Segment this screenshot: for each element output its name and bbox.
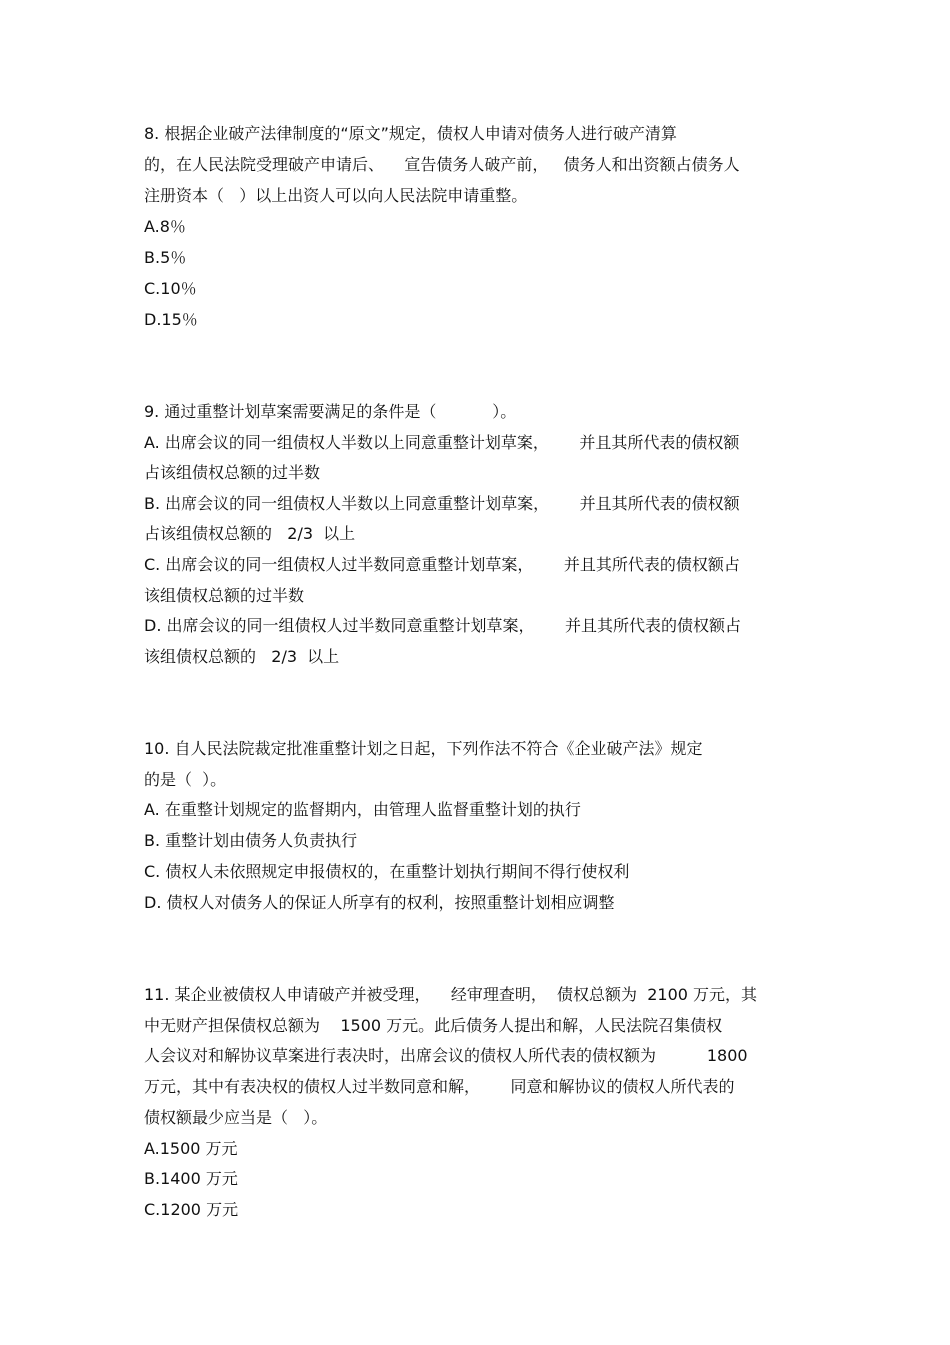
option-b: B.1400 万元	[144, 1169, 238, 1188]
option-c: C. 债权人未依照规定申报债权的，在重整计划执行期间不得行使权利	[144, 862, 630, 881]
question-stem-line: 的是（ ）。	[144, 770, 227, 789]
option-a-continued: 占该组债权总额的过半数	[144, 463, 321, 482]
question-stem-line: 中无财产担保债权总额为 1500 万元。此后债务人提出和解，人民法院召集债权	[144, 1016, 723, 1035]
option-a: A.8％	[144, 217, 186, 236]
option-d: D. 债权人对债务人的保证人所享有的权利，按照重整计划相应调整	[144, 893, 615, 912]
question-stem-line: 10. 自人民法院裁定批准重整计划之日起，下列作法不符合《企业破产法》规定	[144, 739, 703, 758]
option-b: B. 重整计划由债务人负责执行	[144, 831, 358, 850]
option-c: C. 出席会议的同一组债权人过半数同意重整计划草案， 并且其所代表的债权额占	[144, 555, 740, 574]
question-stem-line: 8. 根据企业破产法律制度的“原文”规定，债权人申请对债务人进行破产清算	[144, 124, 677, 143]
question-stem-line: 的，在人民法院受理破产申请后、 宣告债务人破产前， 债务人和出资额占债务人	[144, 155, 740, 174]
option-a: A. 出席会议的同一组债权人半数以上同意重整计划草案， 并且其所代表的债权额	[144, 433, 740, 452]
option-c-continued: 该组债权总额的过半数	[144, 586, 305, 605]
option-b-continued: 占该组债权总额的 2/3 以上	[144, 524, 356, 543]
option-d: D.15％	[144, 310, 198, 329]
option-a: A.1500 万元	[144, 1139, 238, 1158]
option-d-continued: 该组债权总额的 2/3 以上	[144, 647, 340, 666]
option-c: C.10％	[144, 279, 197, 298]
option-a: A. 在重整计划规定的监督期内，由管理人监督重整计划的执行	[144, 800, 581, 819]
question-stem-line: 9. 通过重整计划草案需要满足的条件是（ ）。	[144, 402, 517, 421]
question-stem-line: 万元，其中有表决权的债权人过半数同意和解， 同意和解协议的债权人所代表的	[144, 1077, 735, 1096]
option-b: B.5％	[144, 248, 187, 267]
question-stem-line: 债权额最少应当是（ ）。	[144, 1108, 328, 1127]
option-c: C.1200 万元	[144, 1200, 239, 1219]
question-stem-line: 11. 某企业被债权人申请破产并被受理， 经审理查明， 债权总额为 2100 万元，其	[144, 985, 758, 1004]
option-b: B. 出席会议的同一组债权人半数以上同意重整计划草案， 并且其所代表的债权额	[144, 494, 740, 513]
question-stem-line: 人会议对和解协议草案进行表决时，出席会议的债权人所代表的债权额为 1800	[144, 1046, 748, 1065]
option-d: D. 出席会议的同一组债权人过半数同意重整计划草案， 并且其所代表的债权额占	[144, 616, 742, 635]
question-stem-line: 注册资本（ ）以上出资人可以向人民法院申请重整。	[144, 186, 528, 205]
